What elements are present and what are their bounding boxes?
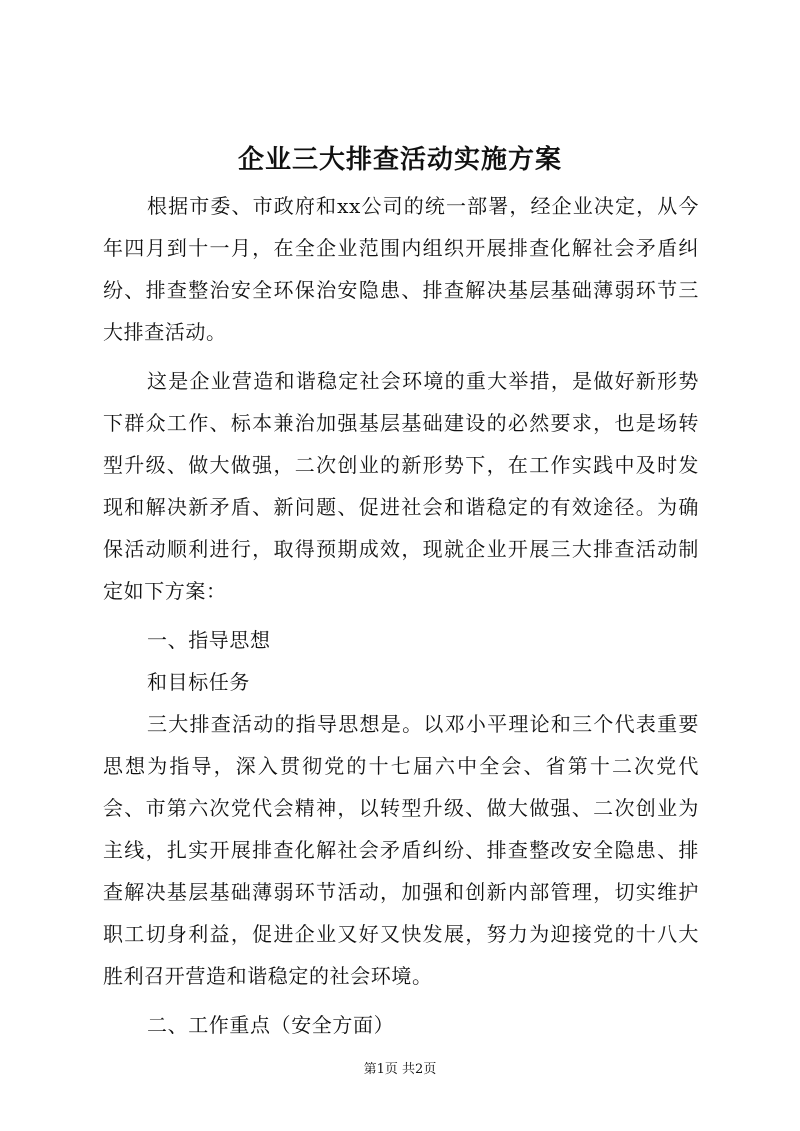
document-body [103,185,699,1046]
paragraph-significance: 这是企业营造和谐稳定社会环境的重大举措，是做好新形势下群众工作、标本兼治加强基层基础建设的必然要求，也是场转型升级、做大做强，二次创业的新形势下，在工作实践中及时发现和解决新矛盾、新问题、促进社会和谐稳定的有效途径。为确保活动顺利进行，取得预期成效，现就企业开展三大排查活动制定如下方案： [103,369,699,603]
paragraph-intro: 根据市委、市政府和xx公司的统一部署，经企业决定，从今年四月到十一月，在全企业范围内组织开展排查化解社会矛盾纠纷、排查整治安全环保治安隐患、排查解决基层基础薄弱环节三大排查活动。 [103,194,699,344]
section-heading-work-focus: 二、工作重点（安全方面） [147,1013,395,1037]
section-subheading-goals: 和目标任务 [147,670,250,694]
page-number-footer: 第1页 共2页 [363,1062,437,1077]
paragraph-guiding-ideology: 三大排查活动的指导思想是。以邓小平理论和三个代表重要思想为指导，深入贯彻党的十七届六中全会、省第十二次党代会、市第六次党代会精神，以转型升级、做大做强、二次创业为主线，扎实开展排查化解社会矛盾纠纷、排查整改安全隐患、排查解决基层基础薄弱环节活动，加强和创新内部管理，切实维护职工切身利益，促进企业又好又快发展，努力为迎接党的十八大胜利召开营造和谐稳定的社会环境。 [103,712,699,988]
document-title: 企业三大排查活动实施方案 [237,145,562,175]
section-heading-guiding-ideology: 一、指导思想 [147,628,271,652]
